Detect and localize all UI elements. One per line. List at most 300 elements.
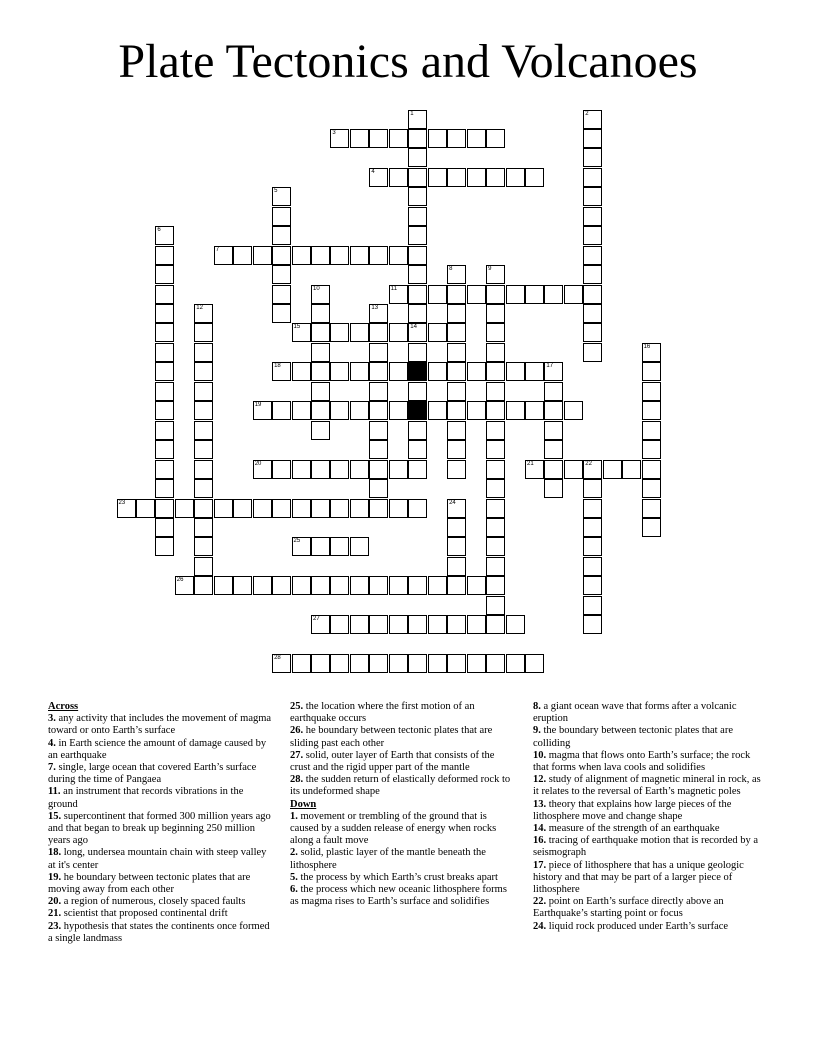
grid-cell[interactable] [564,285,583,304]
grid-cell[interactable] [350,499,369,518]
grid-cell[interactable] [486,479,505,498]
grid-cell[interactable] [486,576,505,595]
grid-cell[interactable] [408,246,427,265]
grid-cell[interactable] [272,362,291,381]
grid-cell[interactable] [292,460,311,479]
grid-cell[interactable] [506,615,525,634]
grid-cell[interactable] [525,168,544,187]
grid-cell[interactable] [583,207,602,226]
grid-cell[interactable] [467,401,486,420]
grid-cell[interactable] [564,460,583,479]
clue-number: 28 [274,655,281,662]
grid-cell[interactable] [408,382,427,401]
clue-across-26: 26. he boundary between tectonic plates that are sliding past each other [290,725,493,749]
grid-cell[interactable] [389,285,408,304]
grid-cell[interactable] [603,460,622,479]
grid-cell[interactable] [194,362,213,381]
grid-cell[interactable] [467,362,486,381]
grid-cell[interactable] [486,129,505,148]
grid-cell[interactable] [389,460,408,479]
grid-cell[interactable] [447,129,466,148]
grid-cell[interactable] [330,362,349,381]
grid-cell[interactable] [350,323,369,342]
grid-cell[interactable] [389,362,408,381]
clue-number: 19 [254,402,262,409]
grid-cell[interactable] [583,615,602,634]
grid-cell[interactable] [350,246,369,265]
grid-cell[interactable] [369,499,388,518]
grid-cell[interactable] [544,479,563,498]
clue-down-12: 12. study of alignment of magnetic mineral in rock, as it relates to the reversal of Earth’s magnetic poles [533,774,761,798]
grid-cell[interactable] [369,654,388,673]
grid-cell[interactable] [428,654,447,673]
grid-block [408,362,427,381]
grid-cell[interactable] [272,207,291,226]
grid-cell[interactable] [369,401,388,420]
grid-cell[interactable] [233,499,252,518]
grid-cell[interactable] [428,323,447,342]
grid-cell[interactable] [389,654,408,673]
clue-number: 22 [585,460,592,467]
clue-number: 8 [449,266,453,273]
clue-number: 4 [371,168,375,175]
grid-cell[interactable] [525,401,544,420]
grid-cell[interactable] [155,401,174,420]
grid-cell[interactable] [467,168,486,187]
grid-cell[interactable] [447,401,466,420]
grid-cell[interactable] [292,576,311,595]
grid-cell[interactable] [428,129,447,148]
grid-cell[interactable] [544,421,563,440]
grid-cell[interactable] [369,304,388,323]
grid-cell[interactable] [583,187,602,206]
grid-cell[interactable] [311,499,330,518]
grid-cell[interactable] [272,654,291,673]
grid-cell[interactable] [272,304,291,323]
grid-cell[interactable] [194,479,213,498]
grid-cell[interactable] [311,343,330,362]
grid-cell[interactable] [389,129,408,148]
grid-cell[interactable] [486,343,505,362]
grid-cell[interactable] [272,576,291,595]
grid-cell[interactable] [467,576,486,595]
grid-cell[interactable] [155,479,174,498]
grid-cell[interactable] [486,440,505,459]
grid-cell[interactable] [214,246,233,265]
grid-cell[interactable] [408,615,427,634]
grid-cell[interactable] [155,499,174,518]
grid-cell[interactable] [642,518,661,537]
grid-cell[interactable] [583,129,602,148]
grid-cell[interactable] [583,110,602,129]
grid-cell[interactable] [486,654,505,673]
grid-cell[interactable] [447,421,466,440]
grid-cell[interactable] [330,576,349,595]
grid-cell[interactable] [330,246,349,265]
grid-cell[interactable] [583,246,602,265]
grid-cell[interactable] [311,460,330,479]
grid-cell[interactable] [408,285,427,304]
grid-cell[interactable] [525,654,544,673]
grid-cell[interactable] [330,654,349,673]
grid-cell[interactable] [369,323,388,342]
grid-cell[interactable] [642,479,661,498]
grid-cell[interactable] [447,537,466,556]
grid-cell[interactable] [486,615,505,634]
grid-cell[interactable] [369,440,388,459]
grid-cell[interactable] [447,285,466,304]
grid-cell[interactable] [155,440,174,459]
grid-cell[interactable] [253,576,272,595]
grid-cell[interactable] [350,460,369,479]
grid-cell[interactable] [311,401,330,420]
clue-column-1 [48,701,274,945]
grid-cell[interactable] [486,304,505,323]
grid-cell[interactable] [583,460,602,479]
grid-cell[interactable] [292,537,311,556]
grid-cell[interactable] [447,440,466,459]
grid-cell[interactable] [506,401,525,420]
clue-number: 27 [313,616,320,623]
grid-cell[interactable] [369,129,388,148]
grid-cell[interactable] [292,246,311,265]
clue-column-2 [290,701,516,908]
grid-cell[interactable] [642,343,661,362]
grid-cell[interactable] [408,421,427,440]
grid-cell[interactable] [272,265,291,284]
grid-cell[interactable] [544,285,563,304]
grid-cell[interactable] [389,246,408,265]
clue-across-4: 4. in Earth science the amount of damage caused by an earthquake [48,737,267,761]
grid-cell[interactable] [408,226,427,245]
grid-cell[interactable] [369,362,388,381]
grid-cell[interactable] [408,304,427,323]
grid-cell[interactable] [117,499,136,518]
grid-cell[interactable] [408,129,427,148]
grid-cell[interactable] [544,440,563,459]
grid-cell[interactable] [408,343,427,362]
grid-cell[interactable] [194,304,213,323]
grid-cell[interactable] [642,440,661,459]
grid-cell[interactable] [544,460,563,479]
grid-cell[interactable] [583,168,602,187]
grid-cell[interactable] [486,382,505,401]
grid-cell[interactable] [642,421,661,440]
grid-cell[interactable] [350,362,369,381]
grid-cell[interactable] [583,537,602,556]
grid-cell[interactable] [155,382,174,401]
grid-cell[interactable] [428,285,447,304]
grid-cell[interactable] [583,596,602,615]
clue-number: 10 [313,285,320,292]
grid-cell[interactable] [272,187,291,206]
grid-cell[interactable] [194,460,213,479]
grid-cell[interactable] [408,460,427,479]
clue-number: 23 [118,499,126,506]
grid-cell[interactable] [214,499,233,518]
grid-cell[interactable] [486,421,505,440]
grid-cell[interactable] [486,265,505,284]
grid-cell[interactable] [175,576,194,595]
grid-cell[interactable] [467,615,486,634]
clue-down-5: 5. the process by which Earth’s crust breaks apart [290,871,498,883]
grid-cell[interactable] [194,401,213,420]
grid-cell[interactable] [486,557,505,576]
grid-cell[interactable] [369,615,388,634]
grid-cell[interactable] [428,401,447,420]
grid-cell[interactable] [272,246,291,265]
grid-cell[interactable] [486,460,505,479]
grid-cell[interactable] [408,207,427,226]
grid-cell[interactable] [330,129,349,148]
grid-cell[interactable] [253,460,272,479]
grid-cell[interactable] [583,285,602,304]
grid-cell[interactable] [311,323,330,342]
grid-cell[interactable] [486,518,505,537]
grid-cell[interactable] [408,168,427,187]
grid-cell[interactable] [194,537,213,556]
grid-cell[interactable] [544,401,563,420]
grid-cell[interactable] [272,226,291,245]
grid-cell[interactable] [350,537,369,556]
grid-cell[interactable] [583,557,602,576]
grid-cell[interactable] [292,323,311,342]
grid-cell[interactable] [311,362,330,381]
grid-cell[interactable] [564,401,583,420]
grid-cell[interactable] [311,576,330,595]
grid-cell[interactable] [622,460,641,479]
grid-cell[interactable] [330,537,349,556]
grid-cell[interactable] [389,615,408,634]
grid-cell[interactable] [292,654,311,673]
grid-cell[interactable] [330,460,349,479]
grid-cell[interactable] [583,226,602,245]
grid-cell[interactable] [350,129,369,148]
grid-cell[interactable] [272,401,291,420]
grid-cell[interactable] [194,440,213,459]
grid-cell[interactable] [447,362,466,381]
grid-cell[interactable] [583,518,602,537]
grid-cell[interactable] [389,576,408,595]
clue-down-1: 1. movement or trembling of the ground that is caused by a sudden release of energy when rocks along a fault move [290,810,497,847]
grid-cell[interactable] [447,460,466,479]
grid-cell[interactable] [428,362,447,381]
grid-cell[interactable] [408,499,427,518]
grid-cell[interactable] [311,246,330,265]
grid-cell[interactable] [155,285,174,304]
grid-cell[interactable] [408,148,427,167]
grid-cell[interactable] [369,576,388,595]
grid-cell[interactable] [447,615,466,634]
grid-cell[interactable] [311,382,330,401]
grid-cell[interactable] [292,401,311,420]
grid-cell[interactable] [292,362,311,381]
grid-cell[interactable] [583,148,602,167]
grid-cell[interactable] [175,499,194,518]
grid-cell[interactable] [447,518,466,537]
grid-cell[interactable] [389,499,408,518]
grid-cell[interactable] [525,460,544,479]
grid-cell[interactable] [369,382,388,401]
grid-cell[interactable] [155,518,174,537]
grid-cell[interactable] [583,499,602,518]
grid-cell[interactable] [155,246,174,265]
grid-cell[interactable] [428,168,447,187]
grid-cell[interactable] [486,168,505,187]
grid-cell[interactable] [447,654,466,673]
grid-cell[interactable] [194,343,213,362]
grid-cell[interactable] [506,168,525,187]
grid-cell[interactable] [467,285,486,304]
grid-cell[interactable] [350,654,369,673]
grid-cell[interactable] [467,654,486,673]
grid-cell[interactable] [447,382,466,401]
clue-number: 1 [410,110,414,117]
grid-cell[interactable] [486,323,505,342]
grid-cell[interactable] [155,362,174,381]
grid-cell[interactable] [583,576,602,595]
grid-cell[interactable] [408,265,427,284]
grid-cell[interactable] [583,265,602,284]
grid-cell[interactable] [155,226,174,245]
grid-cell[interactable] [369,168,388,187]
grid-cell[interactable] [253,246,272,265]
grid-cell[interactable] [506,654,525,673]
grid-cell[interactable] [369,460,388,479]
grid-cell[interactable] [583,304,602,323]
grid-cell[interactable] [292,499,311,518]
grid-cell[interactable] [155,343,174,362]
grid-cell[interactable] [447,304,466,323]
grid-cell[interactable] [350,576,369,595]
grid-cell[interactable] [389,323,408,342]
grid-cell[interactable] [214,576,233,595]
grid-cell[interactable] [642,362,661,381]
grid-cell[interactable] [408,654,427,673]
clue-number: 20 [254,460,262,467]
grid-cell[interactable] [583,479,602,498]
grid-cell[interactable] [194,518,213,537]
grid-cell[interactable] [155,421,174,440]
grid-cell[interactable] [583,343,602,362]
grid-cell[interactable] [233,246,252,265]
grid-cell[interactable] [155,537,174,556]
grid-cell[interactable] [330,615,349,634]
grid-cell[interactable] [544,362,563,381]
grid-block [408,401,427,420]
grid-cell[interactable] [233,576,252,595]
grid-cell[interactable] [506,285,525,304]
grid-cell[interactable] [447,576,466,595]
grid-cell[interactable] [525,362,544,381]
grid-cell[interactable] [194,421,213,440]
grid-cell[interactable] [583,323,602,342]
grid-cell[interactable] [136,499,155,518]
grid-cell[interactable] [155,265,174,284]
grid-cell[interactable] [330,401,349,420]
grid-cell[interactable] [447,168,466,187]
grid-cell[interactable] [408,440,427,459]
grid-cell[interactable] [506,362,525,381]
grid-cell[interactable] [311,615,330,634]
grid-cell[interactable] [525,285,544,304]
grid-cell[interactable] [330,499,349,518]
grid-cell[interactable] [369,343,388,362]
grid-cell[interactable] [408,110,427,129]
clue-number: 11 [390,285,398,292]
grid-cell[interactable] [447,557,466,576]
grid-cell[interactable] [642,460,661,479]
grid-cell[interactable] [155,304,174,323]
grid-cell[interactable] [194,323,213,342]
grid-cell[interactable] [642,401,661,420]
grid-cell[interactable] [350,401,369,420]
grid-cell[interactable] [272,460,291,479]
down-header: Down [290,798,317,810]
grid-cell[interactable] [155,323,174,342]
grid-cell[interactable] [311,421,330,440]
grid-cell[interactable] [447,343,466,362]
grid-cell[interactable] [486,596,505,615]
grid-cell[interactable] [311,304,330,323]
grid-cell[interactable] [155,460,174,479]
grid-cell[interactable] [311,285,330,304]
clue-number: 15 [293,324,301,331]
clue-down-13: 13. theory that explains how large pieces of the lithosphere move and change shape [533,798,732,822]
clue-number: 2 [585,110,589,117]
grid-cell[interactable] [311,654,330,673]
grid-cell[interactable] [253,499,272,518]
clue-number: 7 [215,246,220,253]
grid-cell[interactable] [428,576,447,595]
grid-cell[interactable] [544,382,563,401]
grid-cell[interactable] [350,615,369,634]
grid-cell[interactable] [486,537,505,556]
grid-cell[interactable] [194,576,213,595]
grid-cell[interactable] [408,323,427,342]
grid-cell[interactable] [447,499,466,518]
grid-cell[interactable] [447,265,466,284]
grid-cell[interactable] [486,401,505,420]
grid-cell[interactable] [486,499,505,518]
grid-cell[interactable] [467,129,486,148]
grid-cell[interactable] [194,382,213,401]
clue-number: 6 [157,227,161,234]
grid-cell[interactable] [369,479,388,498]
grid-cell[interactable] [389,168,408,187]
grid-cell[interactable] [486,362,505,381]
grid-cell[interactable] [642,499,661,518]
clue-number: 13 [371,305,379,311]
grid-cell[interactable] [642,382,661,401]
grid-cell[interactable] [428,615,447,634]
grid-cell[interactable] [408,576,427,595]
grid-cell[interactable] [272,499,291,518]
grid-cell[interactable] [369,246,388,265]
clue-number: 25 [293,538,301,545]
grid-cell[interactable] [389,401,408,420]
grid-cell[interactable] [194,499,213,518]
grid-cell[interactable] [408,187,427,206]
grid-cell[interactable] [311,537,330,556]
grid-cell[interactable] [194,557,213,576]
grid-cell[interactable] [272,285,291,304]
grid-cell[interactable] [486,285,505,304]
grid-cell[interactable] [447,323,466,342]
grid-cell[interactable] [253,401,272,420]
grid-cell[interactable] [330,323,349,342]
grid-cell[interactable] [369,421,388,440]
